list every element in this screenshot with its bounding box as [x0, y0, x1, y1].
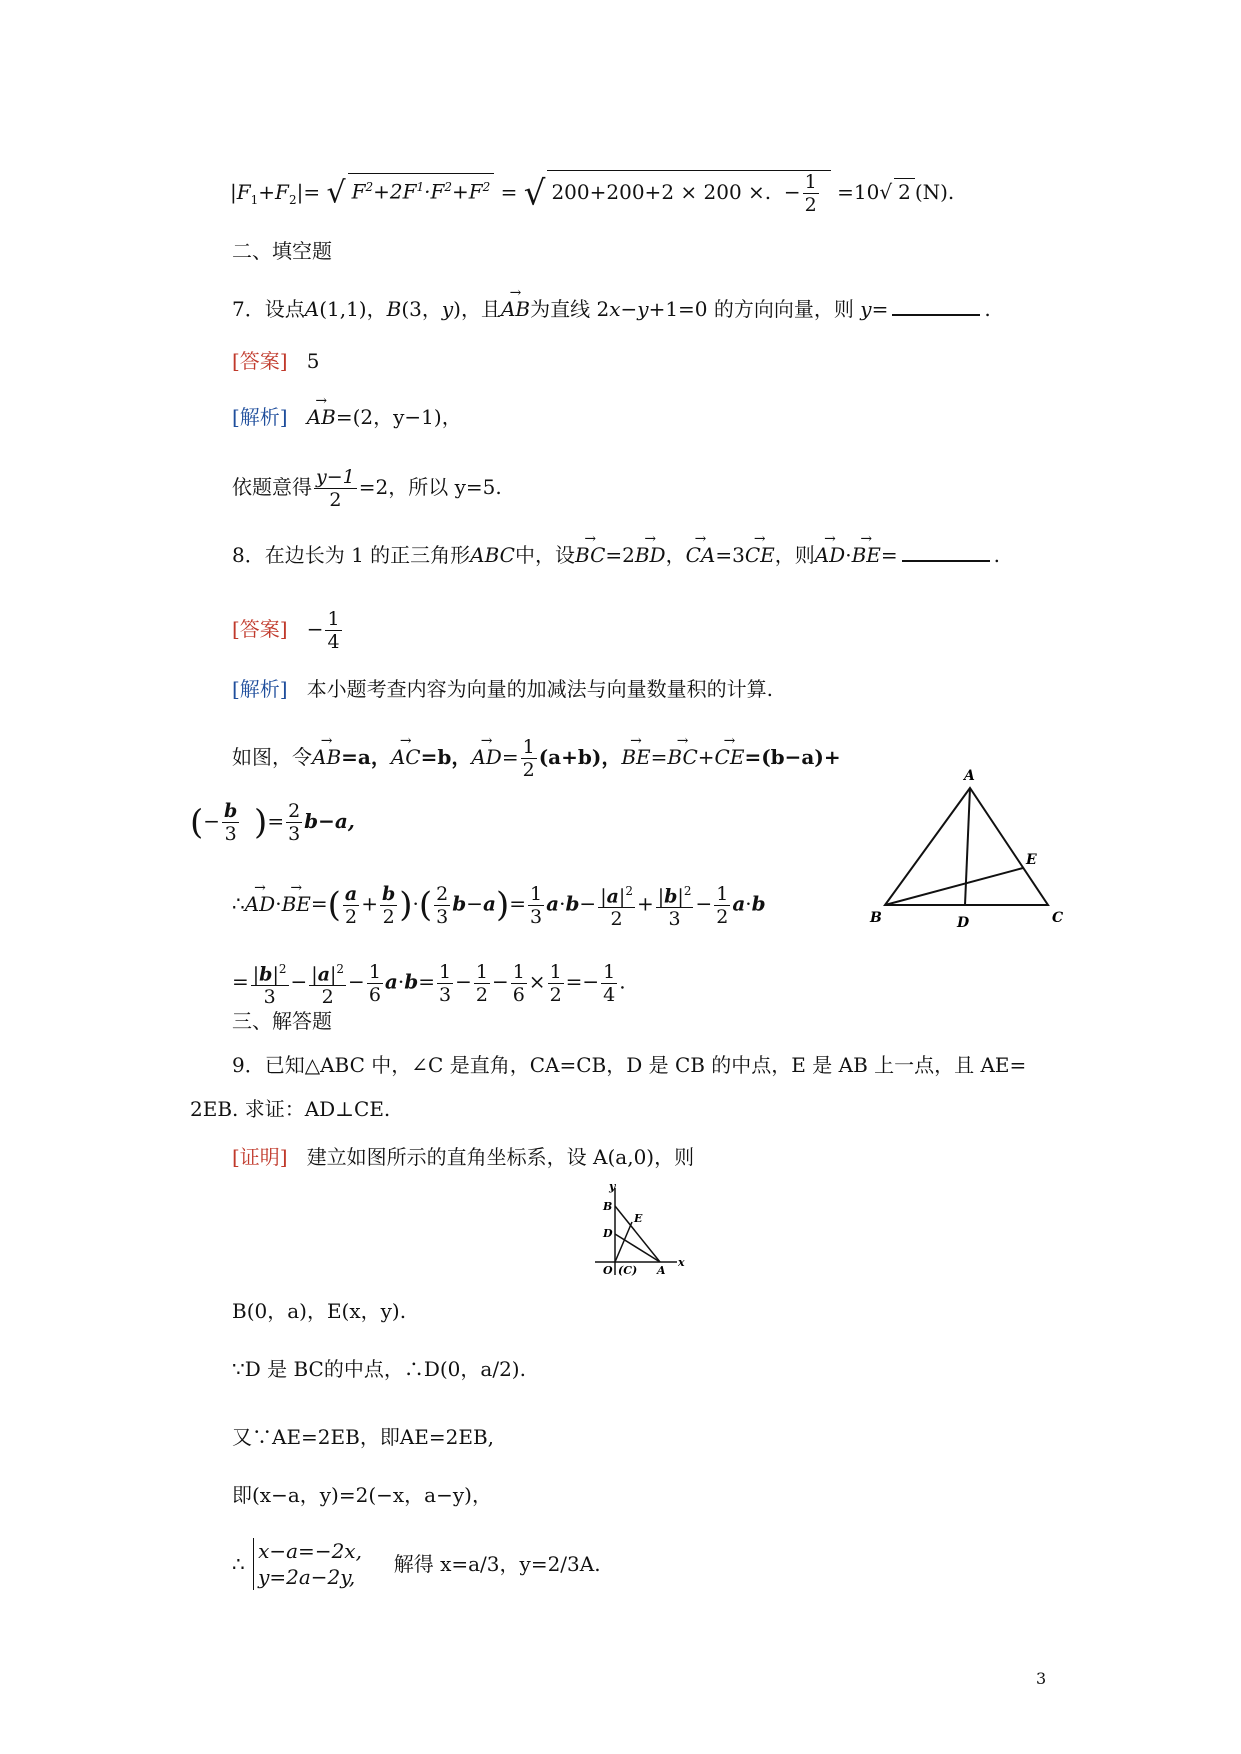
label-e: E — [1026, 852, 1037, 868]
q7-analysis: [解析] → AB=(2，y−1)， — [232, 404, 462, 430]
section3-title: 三、解答题 — [232, 1009, 332, 1033]
q8-answer: [答案] − $\frac{1}{4}$ — [232, 608, 340, 653]
top-formula — [230, 170, 954, 216]
label-c: C — [1052, 910, 1064, 926]
analysis-tag: [解析] — [232, 405, 288, 429]
page-number: 3 — [1036, 1669, 1047, 1688]
q8-analysis: [解析] 本小题考查内容为向量的加减法与向量数量积的计算. — [232, 677, 774, 701]
q8-line4: = $\frac{|b|^2}{3}$ − $\frac{|a|^2}{2}$ − $\frac{1}{6}$ a·b= $\frac{1}{3}$ − $\frac{1}{2}$ − $\frac{1}{6}$ × $\frac{1}{2}$ =− $\frac{1}{4}$ . — [232, 958, 626, 1008]
q9-line1: 9．已知△ABC 中，∠C 是直角，CA=CB，D 是 CB 的中点，E 是 AB 上一点，且 AE= — [232, 1053, 1027, 1077]
q8-line1: 如图，令→ AB=a，→ AC=b，→ AD= $\frac{1}{2}$ (a+b)，→ BE=→ BC+→ CE=(b−a)+ — [232, 736, 841, 781]
sqrt-sign-2: √ — [523, 173, 546, 214]
proof-line3: 又∵AE=2EB，即AE=2EB, — [232, 1425, 495, 1449]
proof-line2: ∵D 是 BC的中点，∴D(0，a/2). — [232, 1357, 526, 1381]
axis-y-label: y — [609, 1180, 616, 1193]
q8-line3: ∴→ AD·→ BE=( $\frac{a}{2}$ + $\frac{b}{2}$ )·( $\frac{2}{3}$ b−a)= $\frac{1}{3}$ a·b− $\frac{|a|^2}{2}$ + $\frac{|b|^2}{3}$ − $\frac{1}{2}$ a·b — [232, 880, 766, 930]
answer-blank — [892, 314, 980, 316]
label-a: A — [964, 768, 975, 784]
answer-blank-q8 — [902, 560, 990, 562]
section2-title: 二、填空题 — [232, 239, 332, 263]
formula-result: =10 — [837, 180, 880, 204]
triangle-figure — [860, 760, 1080, 950]
axis-b-label: B — [603, 1200, 613, 1213]
formula-eq: = — [500, 180, 518, 204]
label-d: D — [957, 915, 970, 931]
axis-a-label: A — [657, 1264, 666, 1277]
proof-line5: ∴ x−a=−2x, y=2a−2y, 解得 x=a/3，y=2/3A. — [232, 1539, 601, 1589]
axis-o-label: O — [603, 1264, 613, 1277]
proof-line1: B(0，a)，E(x，y). — [232, 1299, 407, 1323]
answer-tag: [答案] — [232, 349, 288, 373]
sqrt-sign-1: √ — [326, 175, 346, 211]
q9-proof: [证明] 建立如图所示的直角坐标系，设 A(a,0)，则 — [232, 1145, 695, 1169]
sqrt-sign-3: √ — [879, 180, 893, 204]
axis-e-label: E — [634, 1212, 643, 1225]
axis-d-label: D — [603, 1227, 613, 1240]
sqrt-content-1: $F^2+2F^1\cdot F^2+F^2$ — [348, 173, 495, 205]
proof-line4: 即(x−a，y)=2(−x，a−y)， — [232, 1483, 492, 1507]
coordinate-figure — [585, 1180, 695, 1280]
q7-question: 7．设点A(1,1)，B(3，y)，且→ AB为直线 2x−y+1=0 的方向向量，则 y= . — [232, 296, 991, 322]
label-b: B — [870, 910, 882, 926]
axis-x-label: x — [678, 1256, 685, 1269]
formula-lhs: $|F_1+F_2|=$ — [230, 180, 321, 207]
formula-unit: (N). — [914, 180, 955, 204]
q9-line2: 2EB. 求证：AD⊥CE. — [190, 1097, 391, 1121]
axis-c-label: (C) — [618, 1264, 638, 1277]
q7-answer: [答案] 5 — [232, 349, 320, 373]
sqrt2: 2 — [894, 178, 915, 205]
q8-line2: (− $\frac{b}{3}$ )= $\frac{2}{3}$ b−a, — [190, 800, 355, 845]
vector-ab: → AB — [501, 296, 530, 322]
q8-question: 8．在边长为 1 的正三角形ABC中，设→ BC=2→ BD，→ CA=3→ CE，则→ AD·→ BE= . — [232, 542, 1000, 568]
q7-derive: 依题意得 $\frac{y-1}{2}$ =2，所以 y=5. — [232, 466, 502, 511]
sqrt-content-2: 200+200+2 × 200 ×. − $\frac{1}{2}$ — [547, 170, 830, 216]
